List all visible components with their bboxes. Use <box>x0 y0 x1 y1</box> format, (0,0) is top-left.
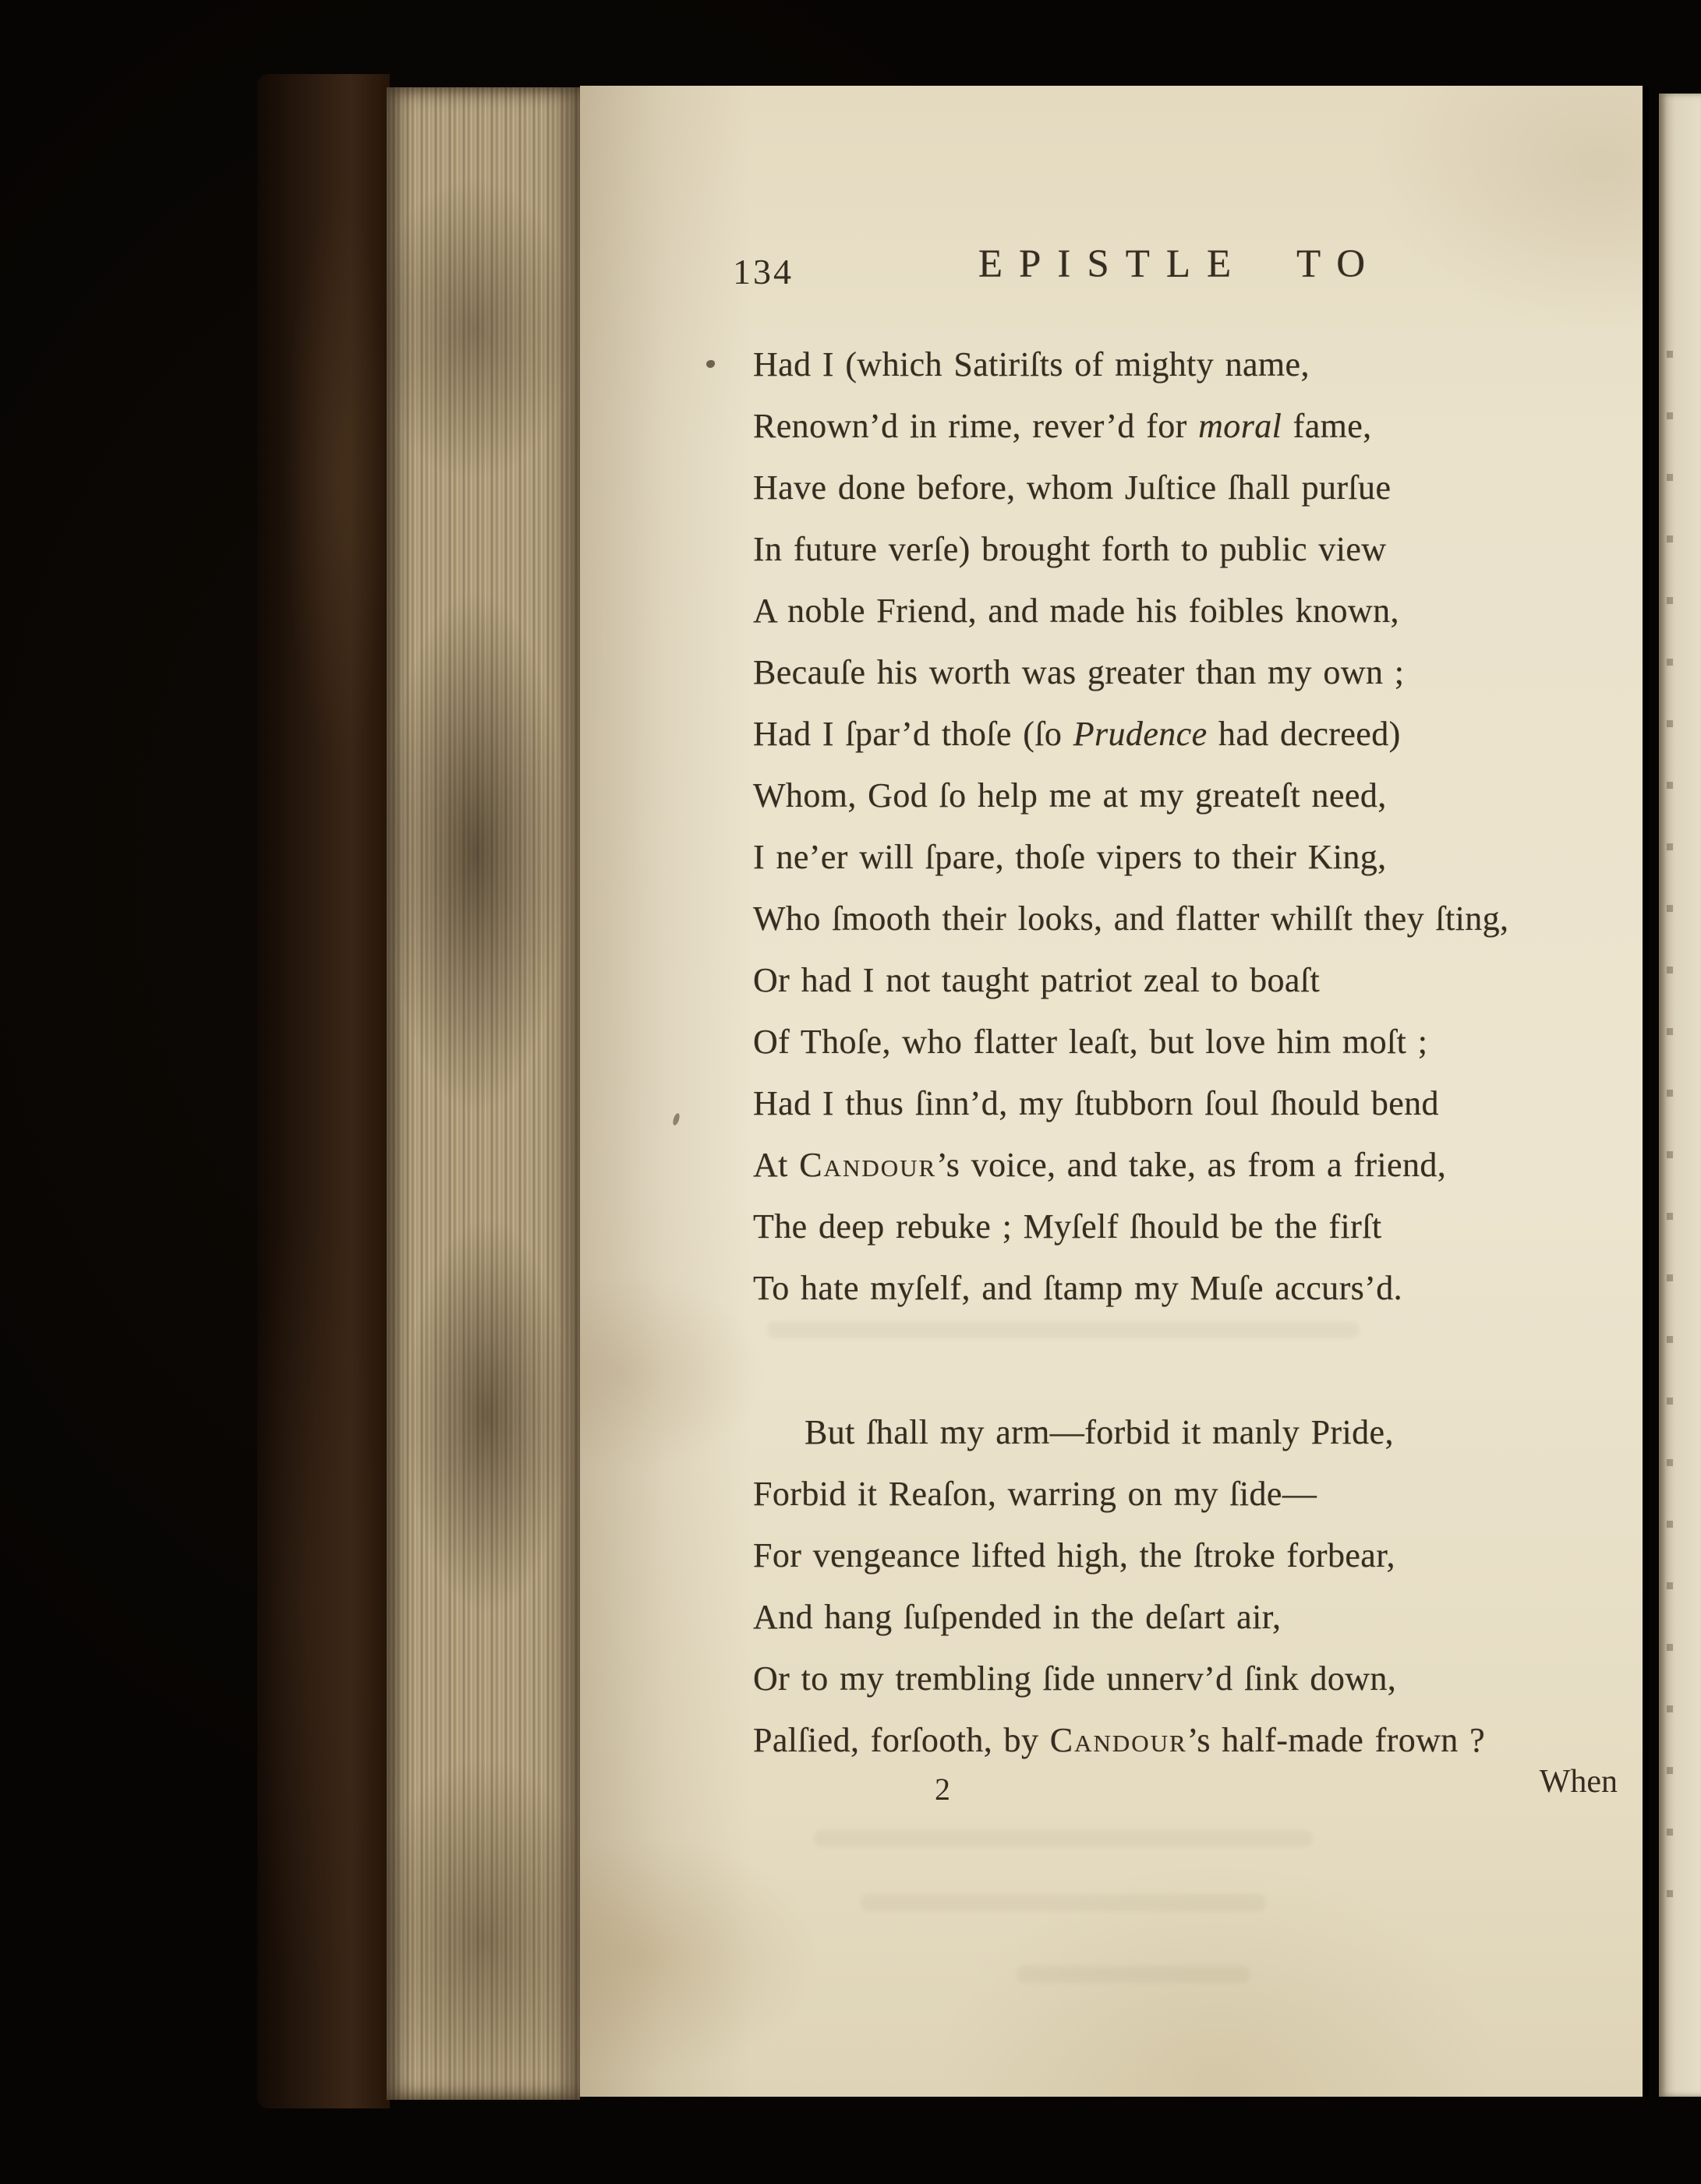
running-header: EPISTLE TO <box>978 242 1382 286</box>
signature-mark: 2 <box>935 1772 950 1807</box>
poem-segment: Had I thus ſinn’d, my ſtubborn ſoul ſhould bend <box>753 1084 1439 1122</box>
poem-segment: In future verſe) brought forth to public view <box>753 530 1387 568</box>
poem-line <box>753 1196 1508 1257</box>
poem-segment: Palſied, forſooth, by <box>753 1721 1050 1759</box>
poem-segment: To hate myſelf, and ſtamp my Muſe accurs’d. <box>753 1269 1402 1307</box>
poem-segment: Whom, God ſo help me at my greateſt need, <box>753 776 1387 815</box>
poem-line <box>753 1709 1508 1771</box>
poem-segment: Had I (which Satiriſts of mighty name, <box>753 345 1310 383</box>
poem-line <box>753 888 1508 949</box>
poem-segment: fame, <box>1282 407 1372 445</box>
poem-segment: And hang ſuſpended in the deſart air, <box>753 1598 1282 1636</box>
poem-line <box>753 703 1508 765</box>
poem-segment: At <box>753 1146 800 1184</box>
poem-line <box>753 334 1508 395</box>
showthrough-mark <box>861 1894 1266 1911</box>
ink-speck <box>706 360 715 368</box>
book-spine <box>257 74 390 2108</box>
poem-segment: Of Thoſe, who flatter leaſt, but love him moſt ; <box>753 1023 1428 1061</box>
poem-segment: The deep rebuke ; Myſelf ſhould be the firſt <box>753 1207 1382 1246</box>
poem-segment: Have done before, whom Juſtice ſhall purſue <box>753 468 1392 507</box>
poem-smallcaps-segment: Candour <box>799 1146 937 1184</box>
next-page-edge <box>1659 94 1701 2097</box>
poem-segment: Or to my trembling ſide unnerv’d ſink down, <box>753 1659 1397 1698</box>
poem-segment: Who ſmooth their looks, and flatter whilſt they ſting, <box>753 899 1509 938</box>
stanza <box>753 1401 1508 1771</box>
poem-line <box>753 1011 1508 1073</box>
showthrough-mark <box>814 1830 1313 1847</box>
poem-italic-segment: moral <box>1198 407 1282 445</box>
page-edges-texture <box>387 87 580 2100</box>
poem-line <box>753 641 1508 703</box>
poem-segment: I ne’er will ſpare, thoſe vipers to their King, <box>753 838 1387 876</box>
poem-segment: For vengeance lifted high, the ſtroke forbear, <box>753 1536 1395 1574</box>
poem-line <box>753 1257 1508 1319</box>
poem-segment: had decreed) <box>1207 715 1401 753</box>
poem-line <box>753 1073 1508 1134</box>
poem-segment: ’s voice, and take, as from a friend, <box>936 1146 1447 1184</box>
poem-line <box>753 1586 1508 1648</box>
poem-segment: ’s half-made frown ? <box>1186 1721 1486 1759</box>
poem-segment: Had I ſpar’d thoſe (ſo <box>753 715 1073 753</box>
poem-smallcaps-segment: Candour <box>1049 1721 1187 1759</box>
poem-line <box>753 949 1508 1011</box>
poem-line <box>753 826 1508 888</box>
poem-line <box>753 395 1508 457</box>
showthrough-mark <box>767 1321 1360 1338</box>
stanza <box>753 334 1508 1319</box>
poem-line <box>753 580 1508 641</box>
poem-line <box>753 1134 1508 1196</box>
poem-line <box>753 1648 1508 1709</box>
catchword: When <box>1539 1764 1618 1800</box>
poem-line <box>753 1463 1508 1525</box>
next-page-text-fragments <box>1667 351 1673 1910</box>
showthrough-mark <box>1017 1966 1250 1983</box>
poem-line <box>753 765 1508 826</box>
poem-segment: Or had I not taught patriot zeal to boaſt <box>753 961 1321 999</box>
poem-text <box>753 334 1508 1771</box>
poem-segment: Becauſe his worth was greater than my own ; <box>753 653 1405 691</box>
poem-italic-segment: Prudence <box>1073 715 1208 753</box>
poem-segment: But ſhall my arm—forbid it manly Pride, <box>805 1413 1394 1451</box>
poem-segment: Forbid it Reaſon, warring on my ſide— <box>753 1475 1317 1513</box>
poem-line <box>753 457 1508 518</box>
poem-segment: A noble Friend, and made his foibles known, <box>753 592 1399 630</box>
book-page <box>580 86 1643 2097</box>
page-number: 134 <box>733 252 794 292</box>
poem-line <box>753 1401 1508 1463</box>
ink-speck <box>672 1112 681 1126</box>
poem-line <box>753 1525 1508 1586</box>
poem-segment: Renown’d in rime, rever’d for <box>753 407 1199 445</box>
poem-line <box>753 518 1508 580</box>
